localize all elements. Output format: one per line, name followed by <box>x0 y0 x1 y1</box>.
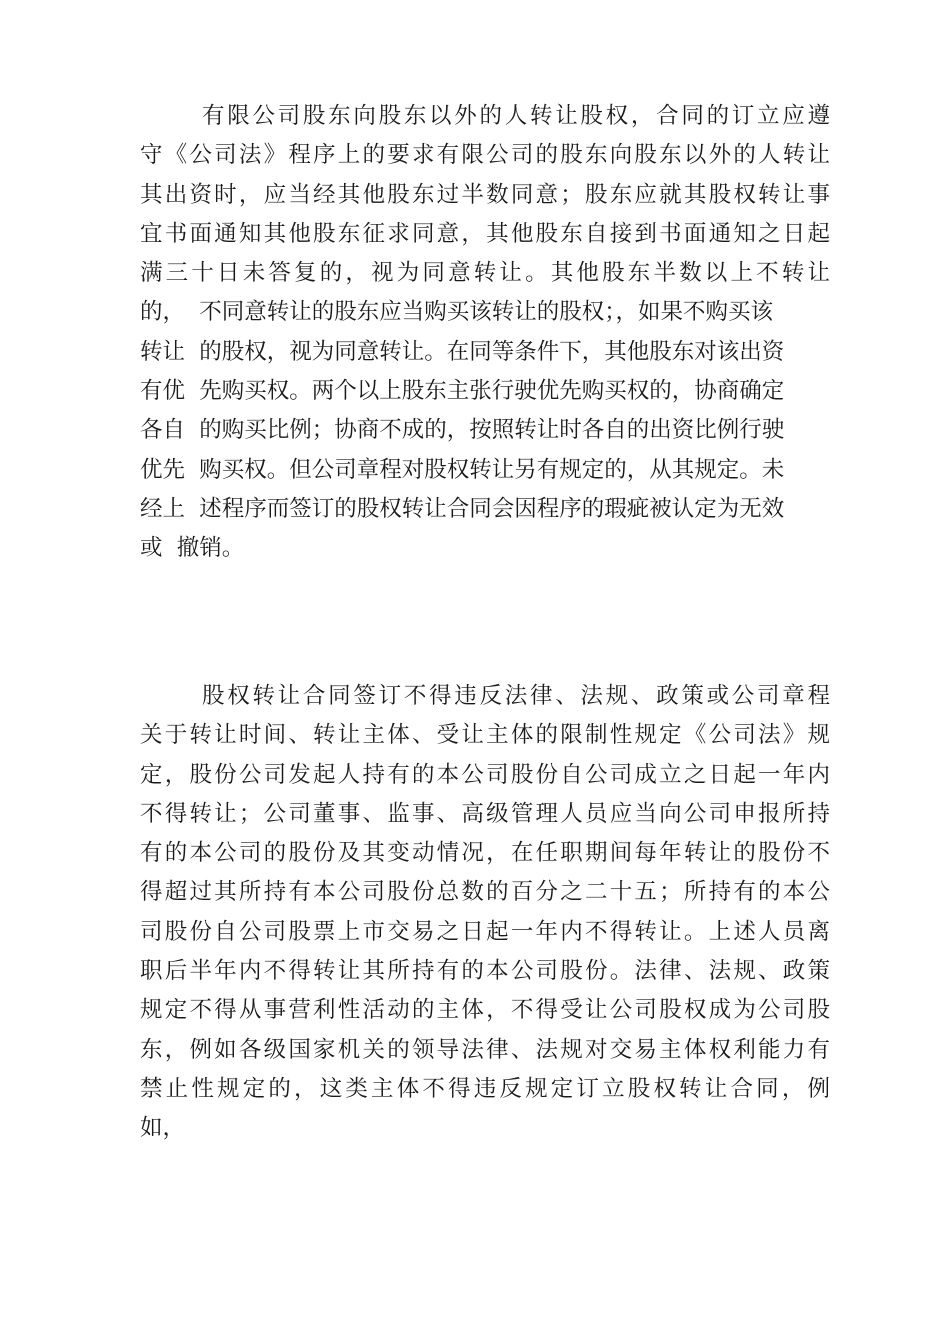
text-line: 司股份自公司股票上市交易之日起一年内不得转让。上述人员离 <box>140 918 830 945</box>
text-line: 不得转让；公司董事、监事、高级管理人员应当向公司申报所持 <box>140 800 830 827</box>
text-line: 有优 先购买权。两个以上股东主张行驶优先购买权的，协商确定 <box>140 378 785 405</box>
text-line: 各自 的购买比例；协商不成的，按照转让时各自的出资比例行驶 <box>140 417 785 444</box>
text-line: 优先 购买权。但公司章程对股权转让另有规定的，从其规定。未 <box>140 456 785 483</box>
text-line: 有的本公司的股份及其变动情况，在任职期间每年转让的股份不 <box>140 840 830 867</box>
text-line: 的， 不同意转让的股东应当购买该转让的股权；，如果不购买该 <box>140 299 774 326</box>
text-line: 得超过其所持有本公司股份总数的百分之二十五；所持有的本公 <box>140 879 830 906</box>
text-line: 东，例如各级国家机关的领导法律、法规对交易主体权利能力有 <box>140 1036 830 1063</box>
text-line: 关于转让时间、转让主体、受让主体的限制性规定《公司法》规 <box>140 722 830 749</box>
text-line: 或 撤销。 <box>140 535 245 562</box>
text-line: 其出资时，应当经其他股东过半数同意；股东应就其股权转让事 <box>140 181 830 208</box>
paragraph-legal-restrictions <box>140 677 830 1149</box>
text-line: 规定不得从事营利性活动的主体，不得受让公司股权成为公司股 <box>140 997 830 1024</box>
text-line: 满三十日未答复的，视为同意转让。其他股东半数以上不转让 <box>140 260 830 287</box>
text-line: 如， <box>140 1115 186 1142</box>
text-line: 经上 述程序而签订的股权转让合同会因程序的瑕疵被认定为无效 <box>140 495 785 522</box>
text-line: 宜书面通知其他股东征求同意，其他股东自接到书面通知之日起 <box>140 220 830 247</box>
text-line: 有限公司股东向股东以外的人转让股权，合同的订立应遵 <box>202 103 830 129</box>
text-line: 禁止性规定的，这类主体不得违反规定订立股权转让合同，例 <box>140 1075 830 1102</box>
text-line: 定，股份公司发起人持有的本公司股份自公司成立之日起一年内 <box>140 761 830 788</box>
text-line: 股权转让合同签订不得违反法律、法规、政策或公司章程 <box>202 683 830 709</box>
text-line: 职后半年内不得转让其所持有的本公司股份。法律、法规、政策 <box>140 958 830 985</box>
text-line: 转让 的股权，视为同意转让。在同等条件下，其他股东对该出资 <box>140 338 785 365</box>
text-line: 守《公司法》程序上的要求有限公司的股东向股东以外的人转让 <box>140 142 830 169</box>
paragraph-share-transfer-procedure <box>140 97 830 569</box>
